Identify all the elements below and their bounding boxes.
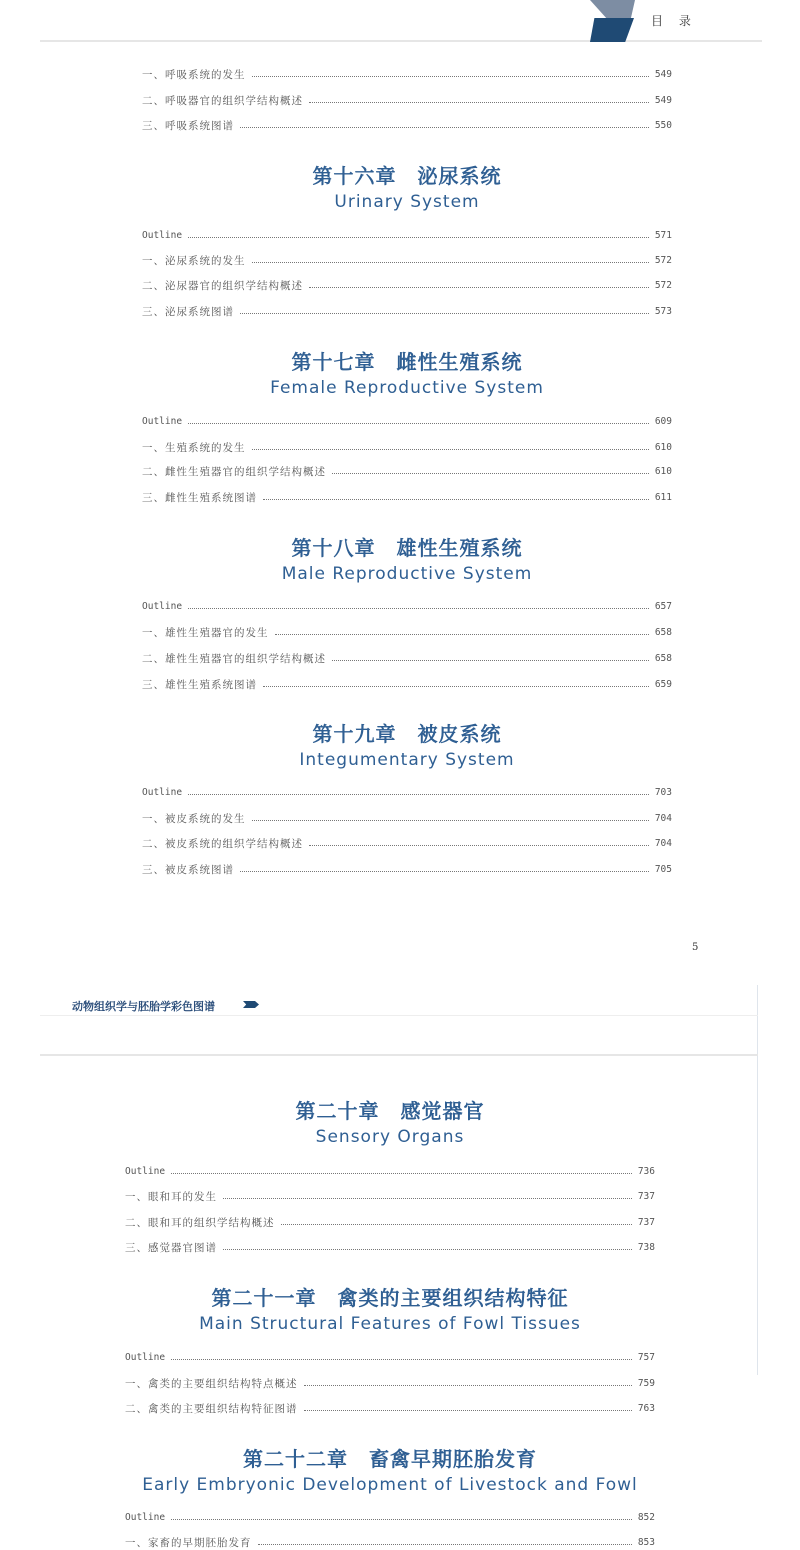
chapter-heading xyxy=(142,349,672,401)
chapter-heading xyxy=(125,1446,655,1498)
toc-entry[interactable] xyxy=(142,277,672,293)
chapter-title-cn: 第十七章 雌性生殖系统 xyxy=(291,350,523,374)
toc-entry[interactable] xyxy=(125,1214,655,1230)
leader-dots xyxy=(309,102,649,103)
toc-entry-page: 571 xyxy=(654,229,672,241)
toc-entry[interactable] xyxy=(142,835,672,851)
chapter-heading xyxy=(142,721,672,773)
toc-entry-page: 549 xyxy=(654,94,672,106)
leader-dots xyxy=(223,1198,632,1199)
toc-entry-page: 704 xyxy=(654,812,672,824)
toc-entry-label: 一、生殖系统的发生 xyxy=(142,441,246,454)
chapter-title-en: Integumentary System xyxy=(299,750,515,770)
toc-entry-label: 一、禽类的主要组织结构特点概述 xyxy=(125,1377,298,1390)
leader-dots xyxy=(252,820,649,821)
toc-entry-page: 704 xyxy=(654,837,672,849)
toc-entry-page: 610 xyxy=(654,441,672,453)
toc-entry-page: 609 xyxy=(654,415,672,427)
toc-entry-label: 二、被皮系统的组织学结构概述 xyxy=(142,837,303,850)
leader-dots xyxy=(240,313,649,314)
leader-dots xyxy=(332,473,649,474)
toc-entry-page: 658 xyxy=(654,626,672,638)
toc-entry-label: Outline xyxy=(142,415,183,427)
toc-entry[interactable] xyxy=(142,66,672,82)
toc-entry[interactable] xyxy=(142,92,672,108)
chapter-title-cn: 第二十章 感觉器官 xyxy=(295,1099,485,1123)
toc-entry-label: 二、雌性生殖器官的组织学结构概述 xyxy=(142,465,326,478)
leader-dots xyxy=(309,287,649,288)
toc-entry[interactable] xyxy=(125,1188,655,1204)
leader-dots xyxy=(171,1359,632,1360)
leader-dots xyxy=(188,794,649,795)
toc-entry-page: 737 xyxy=(637,1190,655,1202)
leader-dots xyxy=(252,262,649,263)
chapter-heading xyxy=(125,1285,655,1337)
page-header xyxy=(40,1015,758,1056)
toc-entry-label: 三、雄性生殖系统图谱 xyxy=(142,678,257,691)
chapter-heading xyxy=(125,1098,655,1150)
toc-entry[interactable] xyxy=(142,784,672,800)
toc-entry-page: 738 xyxy=(637,1241,655,1253)
toc-entry-page: 610 xyxy=(654,465,672,477)
page-number: 5 xyxy=(692,942,699,953)
toc-entry-label: 一、家畜的早期胚胎发育 xyxy=(125,1536,252,1549)
toc-entry-page: 737 xyxy=(637,1216,655,1228)
toc-entry-label: 一、呼吸系统的发生 xyxy=(142,68,246,81)
leader-dots xyxy=(258,1544,632,1545)
toc-entry-page: 549 xyxy=(654,68,672,80)
toc-entry-page: 572 xyxy=(654,254,672,266)
toc-entry-label: 二、禽类的主要组织结构特征图谱 xyxy=(125,1402,298,1415)
leader-dots xyxy=(188,608,649,609)
chapter-title-cn: 第十八章 雄性生殖系统 xyxy=(291,536,523,560)
chapter-title-en: Early Embryonic Development of Livestock and Fowl xyxy=(142,1475,638,1495)
book-title: 动物组织学与胚胎学彩色图谱 xyxy=(72,1000,215,1013)
chapter-title-en: Male Reproductive System xyxy=(281,564,533,584)
toc-entry-label: Outline xyxy=(125,1351,166,1363)
toc-entry-label: Outline xyxy=(142,229,183,241)
toc-entry-page: 757 xyxy=(637,1351,655,1363)
toc-entry-label: 二、呼吸器官的组织学结构概述 xyxy=(142,94,303,107)
toc-entry[interactable] xyxy=(142,598,672,614)
toc-entry[interactable] xyxy=(125,1163,655,1179)
toc-entry-label: Outline xyxy=(142,786,183,798)
toc-entry-page: 550 xyxy=(654,119,672,131)
leader-dots xyxy=(252,449,649,450)
chapter-heading xyxy=(142,163,672,215)
toc-entry[interactable] xyxy=(125,1509,655,1525)
toc-entry-label: 三、被皮系统图谱 xyxy=(142,863,234,876)
leader-dots xyxy=(171,1173,632,1174)
chapter-title-en: Urinary System xyxy=(334,192,480,212)
chapter-title-cn: 第二十一章 禽类的主要组织结构特征 xyxy=(211,1286,569,1310)
chapter-title-en: Sensory Organs xyxy=(315,1127,465,1147)
chapter-title-cn: 第十九章 被皮系统 xyxy=(312,722,502,746)
toc-entry-page: 852 xyxy=(637,1511,655,1523)
toc-entry-label: Outline xyxy=(125,1511,166,1523)
toc-entry-label: Outline xyxy=(142,600,183,612)
toc-entry-label: 一、眼和耳的发生 xyxy=(125,1190,217,1203)
chapter-title-en: Main Structural Features of Fowl Tissues xyxy=(199,1314,581,1334)
chapter-title-cn: 第二十二章 畜禽早期胚胎发育 xyxy=(243,1447,537,1471)
leader-dots xyxy=(263,499,649,500)
toc-entry[interactable] xyxy=(142,252,672,268)
toc-entry-label: 一、泌尿系统的发生 xyxy=(142,254,246,267)
toc-entry-label: 三、感觉器官图谱 xyxy=(125,1241,217,1254)
leader-dots xyxy=(281,1224,632,1225)
leader-dots xyxy=(240,871,649,872)
leader-dots xyxy=(240,127,649,128)
toc-entry-label: 三、呼吸系统图谱 xyxy=(142,119,234,132)
chapter-title-en: Female Reproductive System xyxy=(270,378,544,398)
toc-entry[interactable] xyxy=(125,1534,655,1550)
toc-entry[interactable] xyxy=(142,861,672,877)
toc-entry-label: 三、泌尿系统图谱 xyxy=(142,305,234,318)
leader-dots xyxy=(188,423,649,424)
toc-page-6 xyxy=(0,985,800,1549)
leader-dots xyxy=(332,660,649,661)
chapter-title-cn: 第十六章 泌尿系统 xyxy=(312,164,502,188)
leader-dots xyxy=(171,1519,632,1520)
toc-entry[interactable] xyxy=(142,463,672,479)
toc-entry-page: 611 xyxy=(654,491,672,503)
toc-entry-page: 572 xyxy=(654,279,672,291)
toc-entry[interactable] xyxy=(142,676,672,692)
toc-entry[interactable] xyxy=(125,1400,655,1416)
toc-entry[interactable] xyxy=(142,117,672,133)
toc-entry[interactable] xyxy=(142,439,672,455)
toc-entry-page: 573 xyxy=(654,305,672,317)
toc-entry[interactable] xyxy=(142,650,672,666)
leader-dots xyxy=(223,1249,632,1250)
toc-entry-page: 763 xyxy=(637,1402,655,1414)
leader-dots xyxy=(275,634,649,635)
toc-entry-label: 二、眼和耳的组织学结构概述 xyxy=(125,1216,275,1229)
toc-entry[interactable] xyxy=(142,489,672,505)
toc-entry-label: 二、泌尿器官的组织学结构概述 xyxy=(142,279,303,292)
header-title: 目 录 xyxy=(651,14,697,28)
leader-dots xyxy=(252,76,649,77)
toc-entry-page: 705 xyxy=(654,863,672,875)
toc-entry-label: 三、雌性生殖系统图谱 xyxy=(142,491,257,504)
leader-dots xyxy=(188,237,649,238)
header-arrow-icon xyxy=(243,1001,259,1008)
toc-entry-label: 一、被皮系统的发生 xyxy=(142,812,246,825)
toc-entry-page: 736 xyxy=(637,1165,655,1177)
toc-entry[interactable] xyxy=(142,624,672,640)
leader-dots xyxy=(304,1410,632,1411)
leader-dots xyxy=(304,1385,632,1386)
toc-entry[interactable] xyxy=(125,1349,655,1365)
toc-entry[interactable] xyxy=(125,1375,655,1391)
leader-dots xyxy=(263,686,649,687)
toc-entry-page: 659 xyxy=(654,678,672,690)
toc-entry-label: Outline xyxy=(125,1165,166,1177)
toc-entry-page: 658 xyxy=(654,652,672,664)
toc-entry[interactable] xyxy=(142,227,672,243)
leader-dots xyxy=(309,845,649,846)
toc-entry[interactable] xyxy=(125,1239,655,1255)
toc-entry-page: 759 xyxy=(637,1377,655,1389)
toc-entry-label: 一、雄性生殖器官的发生 xyxy=(142,626,269,639)
toc-entry[interactable] xyxy=(142,303,672,319)
toc-entry-page: 853 xyxy=(637,1536,655,1548)
toc-entry[interactable] xyxy=(142,413,672,429)
toc-entry[interactable] xyxy=(142,810,672,826)
toc-entry-label: 二、雄性生殖器官的组织学结构概述 xyxy=(142,652,326,665)
toc-entry-page: 703 xyxy=(654,786,672,798)
chapter-heading xyxy=(142,535,672,587)
toc-entry-page: 657 xyxy=(654,600,672,612)
